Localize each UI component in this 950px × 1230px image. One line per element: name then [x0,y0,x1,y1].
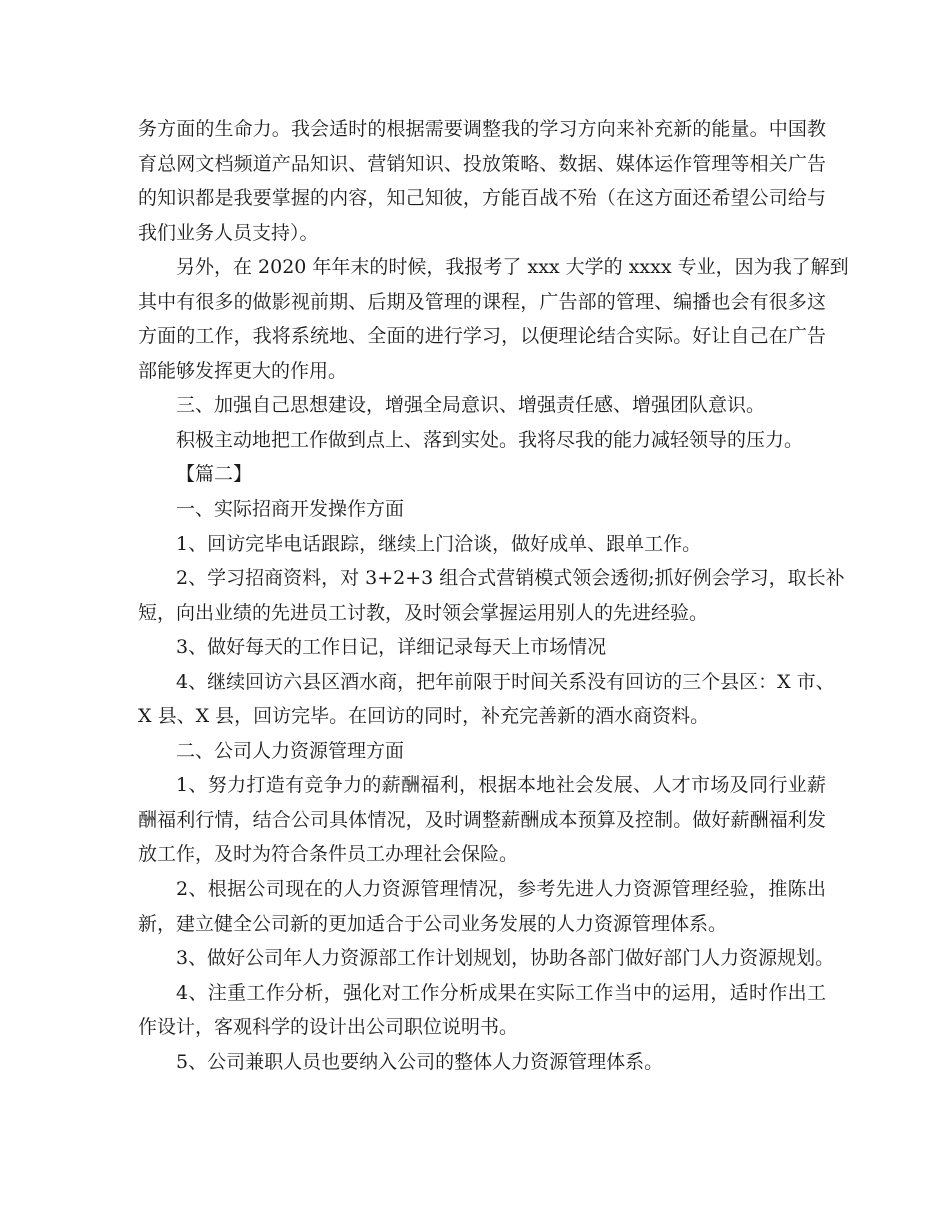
text-line: 放工作，及时为符合条件员工办理社会保险。 [138,843,519,866]
text-line: 新，建立健全公司新的更加适合于公司业务发展的人力资源管理体系。 [138,912,728,935]
text-line: 2、根据公司现在的人力资源管理情况，参考先进人力资源管理经验，推陈出 [176,878,826,901]
text-line: 4、继续回访六县区酒水商，把年前限于时间关系没有回访的三个县区：X 市、 [176,670,835,693]
text-line: 的知识都是我要掌握的内容，知己知彼，方能百战不殆（在这方面还希望公司给与 [138,187,826,210]
text-line: 另外，在 2020 年年末的时候，我报考了 xxx 大学的 xxxx 专业，因为我了解到 [176,256,849,279]
text-line: 务方面的生命力。我会适时的根据需要调整我的学习方向来补充新的能量。中国教 [138,118,826,140]
text-line: 作设计，客观科学的设计出公司职位说明书。 [138,1016,519,1039]
text-line: 二、公司人力资源管理方面 [176,739,405,762]
text-line: 短，向出业绩的先进员工讨教，及时领会掌握运用别人的先进经验。 [138,601,709,624]
document-body [138,112,849,1079]
text-line: 我们业务人员支持）。 [138,221,319,244]
text-line: 1、努力打造有竞争力的薪酬福利，根据本地社会发展、人才市场及同行业薪 [176,774,826,797]
text-line: 3、做好每天的工作日记，详细记录每天上市场情况 [176,636,607,659]
text-line: 3、做好公司年人力资源部工作计划规划，协助各部门做好部门人力资源规划。 [176,947,835,970]
text-line: 部能够发挥更大的作用。 [138,359,348,382]
text-line: 其中有很多的做影视前期、后期及管理的课程，广告部的管理、编播也会有很多这 [138,290,826,313]
text-line: 积极主动地把工作做到点上、落到实处。我将尽我的能力减轻领导的压力。 [176,428,804,451]
text-line: 育总网文档频道产品知识、营销知识、投放策略、数据、媒体运作管理等相关广告 [138,152,826,175]
text-line: X 县、X 县，回访完毕。在回访的同时，补充完善新的酒水商资料。 [138,705,710,728]
text-line: 【篇二】 [176,463,253,486]
text-line: 4、注重工作分析，强化对工作分析成果在实际工作当中的运用，适时作出工 [176,981,826,1004]
text-line: 5、公司兼职人员也要纳入公司的整体人力资源管理体系。 [176,1050,664,1073]
text-line: 三、加强自己思想建设，增强全局意识、增强责任感、增强团队意识。 [176,394,766,417]
text-line: 1、回访完毕电话跟踪，继续上门洽谈，做好成单、跟单工作。 [176,532,702,555]
text-line: 方面的工作，我将系统地、全面的进行学习，以便理论结合实际。好让自己在广告 [138,325,826,348]
text-line: 酬福利行情，结合公司具体情况，及时调整薪酬成本预算及控制。做好薪酬福利发 [138,808,826,831]
text-line: 一、实际招商开发操作方面 [176,498,405,521]
text-line: 2、学习招商资料，对 3+2+3 组合式营销模式领会透彻;抓好例会学习，取长补 [176,567,845,590]
